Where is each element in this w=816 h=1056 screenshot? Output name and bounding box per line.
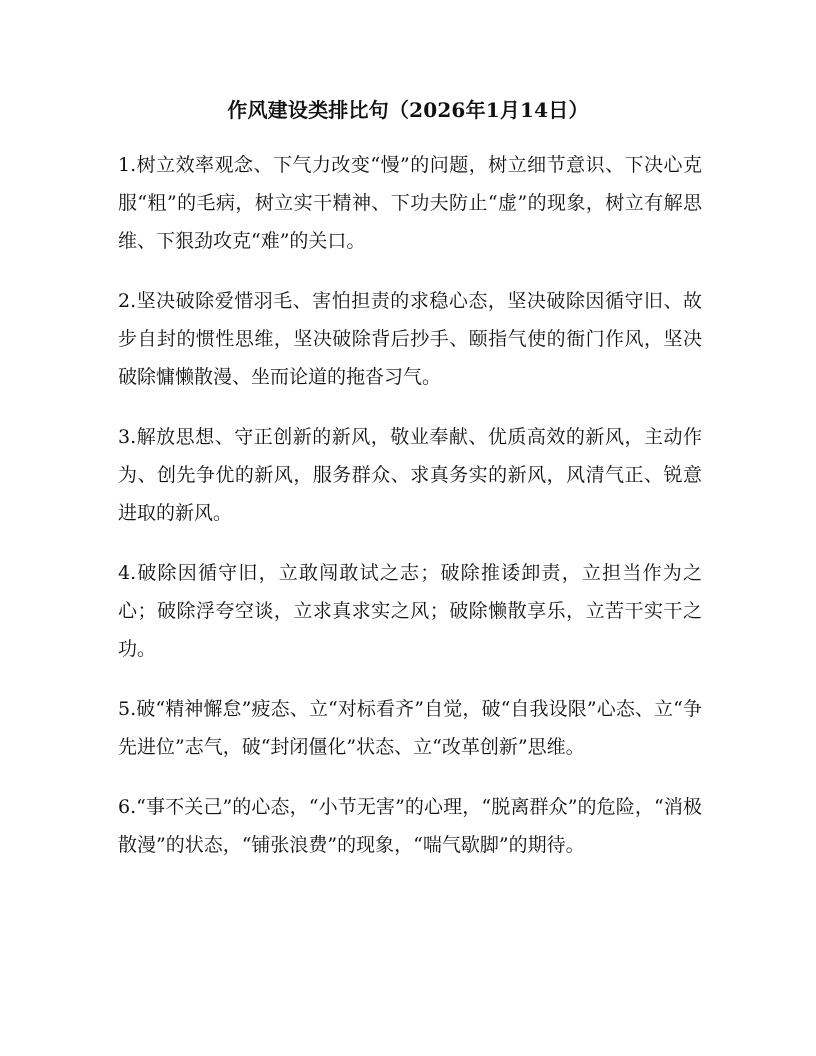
- paragraph-2: 2.坚决破除爱惜羽毛、害怕担责的求稳心态，坚决破除因循守旧、故步自封的惯性思维，坚决破除背后抄手、颐指气使的衙门作风，坚决破除慵懒散漫、坐而论道的拖沓习气。: [118, 290, 702, 388]
- paragraph-5: 5.破“精神懈怠”疲态、立“对标看齐”自觉，破“自我设限”心态、立“争先进位”志气，破“封闭僵化”状态、立“改革创新”思维。: [118, 698, 702, 758]
- paragraph-4: 4.破除因循守旧，立敢闯敢试之志；破除推诿卸责，立担当作为之心；破除浮夸空谈，立求真求实之风；破除懒散享乐，立苦干实干之功。: [118, 562, 702, 660]
- paragraph-3: 3.解放思想、守正创新的新风，敬业奉献、优质高效的新风，主动作为、创先争优的新风，服务群众、求真务实的新风，风清气正、锐意进取的新风。: [118, 426, 702, 524]
- document-body: [118, 146, 702, 864]
- paragraph-6: 6.“事不关己”的心态，“小节无害”的心理，“脱离群众”的危险，“消极散漫”的状态，“铺张浪费”的现象，“喘气歇脚”的期待。: [118, 796, 702, 856]
- paragraph-1: 1.树立效率观念、下气力改变“慢”的问题，树立细节意识、下决心克服“粗”的毛病，树立实干精神、下功夫防止“虚”的现象，树立有解思维、下狠劲攻克“难”的关口。: [118, 154, 702, 252]
- document-title: 作风建设类排比句（2026年1月14日）: [227, 98, 589, 122]
